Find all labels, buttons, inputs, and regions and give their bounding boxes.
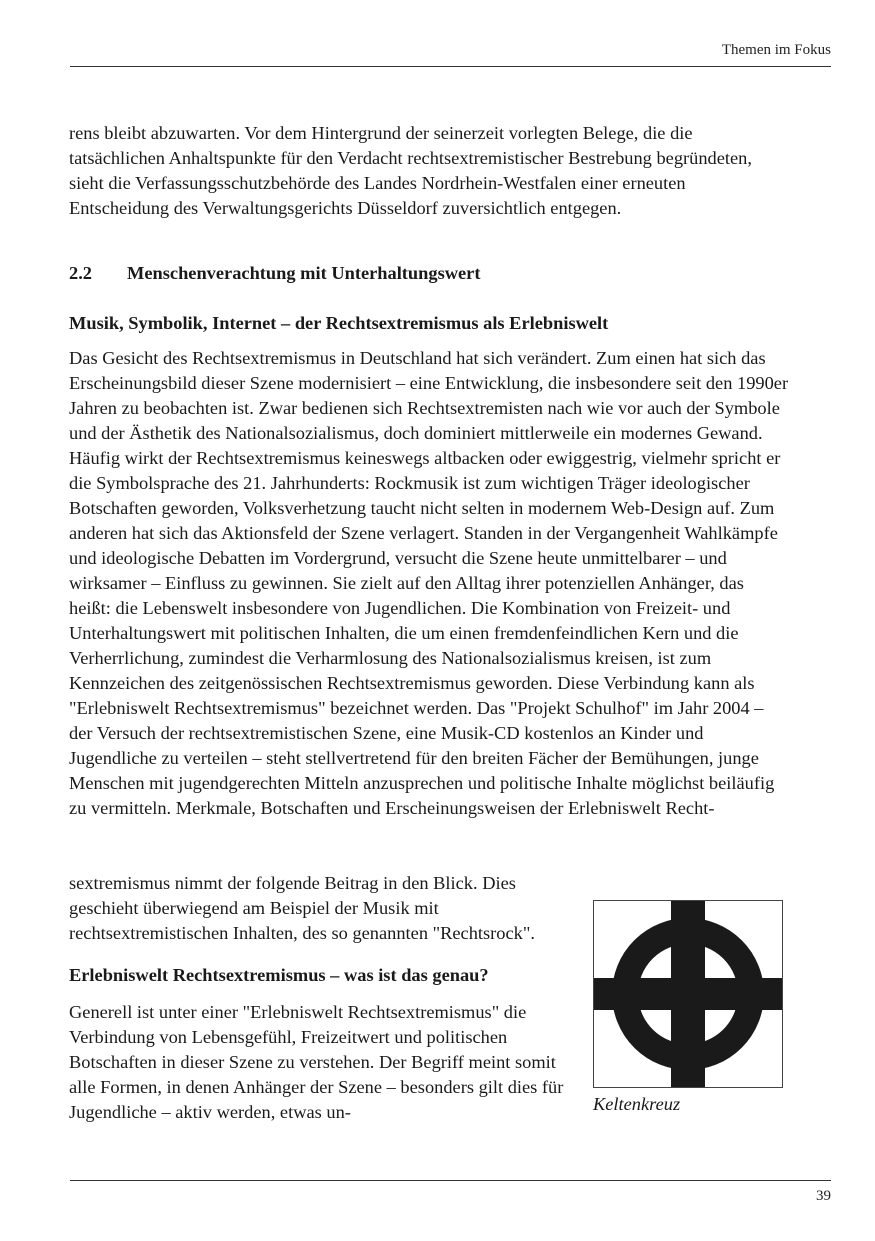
footer-rule <box>70 1180 831 1181</box>
paragraph-main: Das Gesicht des Rechtsextremismus in Deutschland hat sich verändert. Zum einen hat sich das Erscheinungsbild dieser Szene modernisiert – eine Entwicklung, die insbesondere seit den 1990er Jahren zu beobachten ist. Zwar bedienen sich Rechtsextremisten nach wie vor auch der Symbole und der Ästhetik des Nationalsozialismus, doch dominiert mittlerweile ein modernes Gewand. Häufig wirkt der Rechtsextremismus keineswegs altbacken oder ewiggestrig, vielmehr spricht er die Symbolsprache des 21. Jahrhunderts: Rockmusik ist zum wichtigen Träger ideologischer Botschaften geworden, Volksverhetzung taucht nicht selten in modernem Web-Design auf. Zum anderen hat sich das Aktionsfeld der Szene verlagert. Standen in der Vergangenheit Wahlkämpfe und ideologische Debatten im Vordergrund, versucht die Szene heute unmittelbarer – und wirksamer – Einfluss zu gewinnen. Sie zielt auf den Alltag ihrer potenziellen Anhänger, das heißt: die Lebenswelt insbesondere von Jugendlichen. Die Kombination von Freizeit- und Unterhaltungswert mit politischen Inhalten, die um einen fremdenfeindlichen Kern und die Verherrlichung, zumindest die Verharmlosung des Nationalsozialismus kreisen, ist zum Kennzeichen des zeitgenössischen Rechtsextremismus geworden. Diese Verbindung kann als "Erlebniswelt Rechtsextremismus" bezeichnet werden. Das "Projekt Schulhof" im Jahr 2004 – der Versuch der rechtsextremistischen Szene, eine Musik-CD kostenlos an Kinder und Jugendliche zu verteilen – steht stellvertretend für den breiten Fächer der Bemühungen, junge Menschen mit jugendgerechten Mitteln anzusprechen und politische Inhalte möglichst beiläufig zu vermitteln. Merkmale, Botschaften und Erscheinungsweisen der Erlebniswelt Recht- <box>69 348 789 818</box>
figure-box <box>593 900 783 1088</box>
paragraph-main-continued: sextremismus nimmt der folgende Beitrag in den Blick. Dies geschieht überwiegend am Beispiel der Musik mit rechtsextremistischen Inhalten, des so genannten "Rechtsrock". <box>69 873 535 943</box>
subheading-definition: Erlebniswelt Rechtsextremismus – was ist das genau? <box>69 965 489 985</box>
section-number: 2.2 <box>69 263 92 283</box>
section-heading <box>69 261 480 286</box>
paragraph-intro: rens bleibt abzuwarten. Vor dem Hintergrund der seinerzeit vorlegten Belege, die die tatsächlichen Anhaltspunkte für den Verdacht rechtsextremistischer Bestrebung begründeten, sieht die Verfassungsschutzbehörde des Landes Nordrhein-Westfalen einer erneuten Entscheidung des Verwaltungsgerichts Düsseldorf zuversichtlich entgegen. <box>69 123 752 218</box>
page-number: 39 <box>816 1188 831 1204</box>
celtic-cross-icon <box>594 901 782 1087</box>
subheading-erlebniswelt: Musik, Symbolik, Internet – der Rechtsextremismus als Erlebniswelt <box>69 313 609 333</box>
figure-caption: Keltenkreuz <box>593 1094 681 1114</box>
header-rule <box>70 66 831 67</box>
paragraph-definition: Generell ist unter einer "Erlebniswelt Rechtsextremismus" die Verbindung von Lebensgefühl, Freizeitwert und politischen Botschaften in dieser Szene zu verstehen. Der Begriff meint somit alle Formen, in denen Anhänger der Szene – besonders gilt dies für Jugendliche – aktiv werden, etwas un- <box>69 1002 564 1122</box>
running-header: Themen im Fokus <box>721 42 831 58</box>
section-title: Menschenverachtung mit Unterhaltungswert <box>127 263 481 283</box>
